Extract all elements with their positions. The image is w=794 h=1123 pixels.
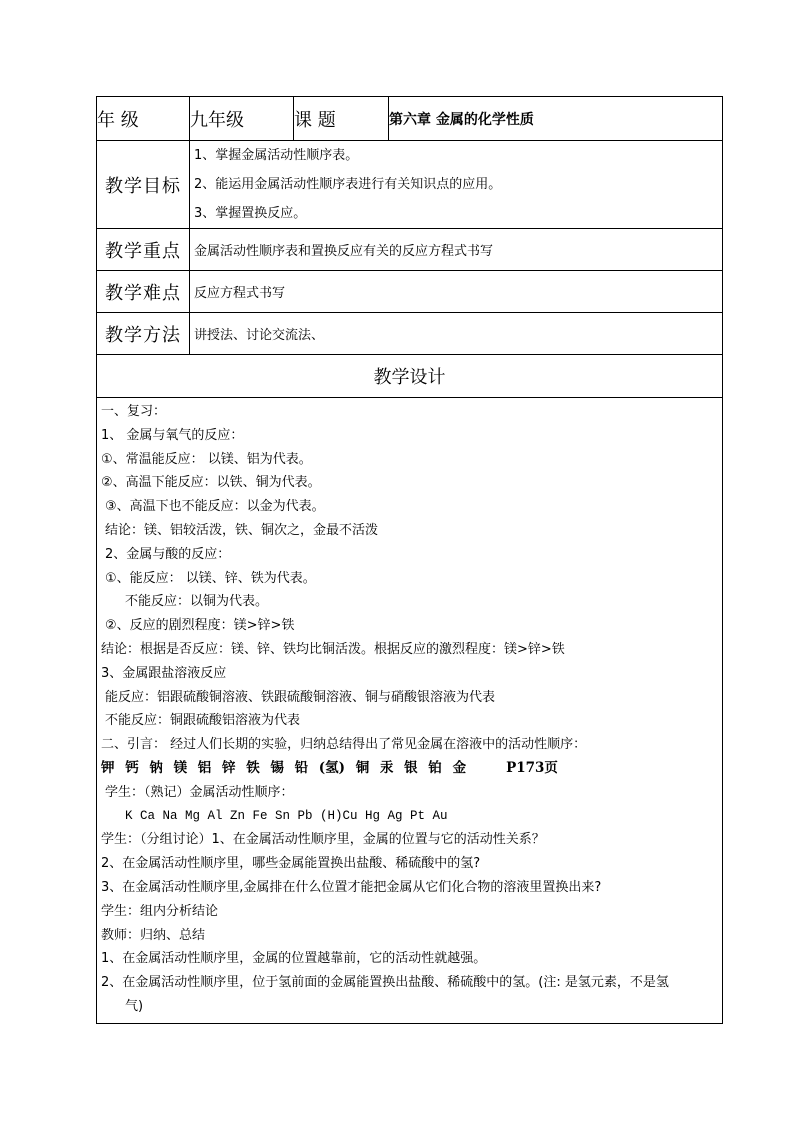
goal-item: 2、能运用金属活动性顺序表进行有关知识点的应用。 [194,177,502,192]
design-line: 不能反应：铜跟硫酸铝溶液为代表 [105,713,301,729]
difficulties-label: 教学难点 [97,271,190,313]
design-line: 2、在金属活动性顺序里，位于氢前面的金属能置换出盐酸、稀硫酸中的氢。(注: 是氢元素，不是氢 [101,975,669,991]
goals-row [97,141,723,229]
design-line: 1、在金属活动性顺序里，金属的位置越靠前，它的活动性就越强。 [101,951,487,967]
goal-item: 3、掌握置换反应。 [194,206,307,221]
grade-label: 年 级 [97,97,190,141]
methods-value: 讲授法、讨论交流法、 [190,313,723,355]
topic-value: 第六章 金属的化学性质 [389,97,723,141]
design-line: 3、金属跟盐溶液反应 [101,665,227,681]
goal-item: 1、掌握金属活动性顺序表。 [194,148,359,163]
design-line: 结论：镁、铝较活泼，铁、铜次之，金最不活泼 [105,522,379,538]
difficulties-value: 反应方程式书写 [190,271,723,313]
methods-label: 教学方法 [97,313,190,355]
goals-label: 教学目标 [97,141,190,229]
design-line: 不能反应：以铜为代表。 [125,594,269,610]
design-line: 教师：归纳、总结 [101,927,206,943]
methods-row [97,313,723,355]
design-line: ①、常温能反应： 以镁、铝为代表。 [101,451,312,467]
design-line: 学生：（分组讨论）1、在金属活动性顺序里，金属的位置与它的活动性关系？ [101,832,545,848]
design-line: 2、在金属活动性顺序里，哪些金属能置换出盐酸、稀硫酸中的氢? [101,856,481,872]
lesson-plan-table [96,96,723,1024]
design-title-row [97,355,723,398]
design-body [97,398,723,1024]
design-line: 2、金属与酸的反应： [105,546,231,562]
student-memo-line: 学生：（熟记）金属活动性顺序： [105,784,294,800]
design-line: 1、 金属与氧气的反应： [101,427,244,443]
metal-activity-series [101,757,718,781]
goals-list [190,141,723,229]
key-points-row [97,229,723,271]
series-page-ref: P173页 [506,759,558,776]
design-line: 结论：根据是否反应：镁、锌、铁均比铜活泼。根据反应的激烈程度：镁>锌>铁 [101,641,565,657]
design-line: 气) [125,998,144,1014]
header-row [97,97,723,141]
design-title: 教学设计 [97,355,723,398]
design-body-row [97,398,723,1024]
design-line: 学生：组内分析结论 [101,903,219,919]
design-line: ③、高温下也不能反应：以金为代表。 [105,499,325,515]
design-line: 二、引言： 经过人们长期的实验，归纳总结得出了常见金属在溶液中的活动性顺序： [101,737,587,753]
design-line: 3、在金属活动性顺序里,金属排在什么位置才能把金属从它们化合物的溶液里置换出来? [101,879,602,895]
difficulties-row [97,271,723,313]
topic-label: 课 题 [294,97,389,141]
design-line: ②、反应的剧烈程度：镁>锌>铁 [105,618,295,634]
element-symbols-line: K Ca Na Mg Al Zn Fe Sn Pb (H)Cu Hg Ag Pt Au [125,808,448,823]
series-text: 钾 钙 钠 镁 铝 锌 铁 锡 铅 (氢) 铜 汞 银 铂 金 [101,759,467,776]
design-line: ①、能反应： 以镁、锌、铁为代表。 [105,570,316,586]
grade-value: 九年级 [190,97,294,141]
design-line: 一、复习： [101,404,167,419]
design-line: 能反应：铝跟硫酸铜溶液、铁跟硫酸铜溶液、铜与硝酸银溶液为代表 [105,689,496,705]
key-points-label: 教学重点 [97,229,190,271]
design-line: ②、高温下能反应：以铁、铜为代表。 [101,475,321,491]
key-points-value: 金属活动性顺序表和置换反应有关的反应方程式书写 [190,229,723,271]
